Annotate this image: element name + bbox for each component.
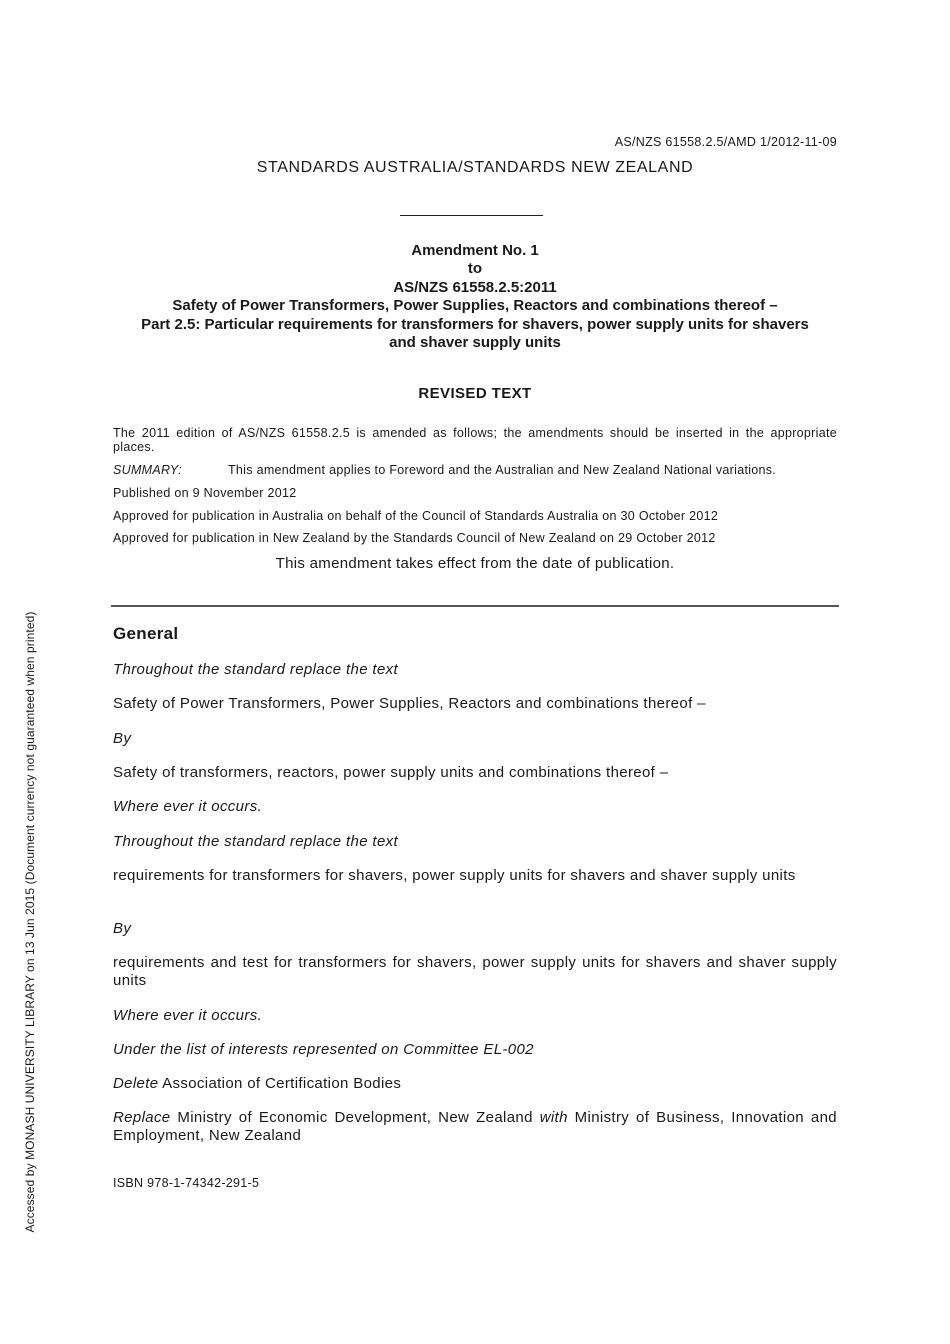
isbn: ISBN 978-1-74342-291-5	[113, 1176, 260, 1190]
delete-instruction	[113, 1075, 837, 1093]
organization-name: STANDARDS AUSTRALIA/STANDARDS NEW ZEALAND	[256, 159, 694, 176]
new-text-2: requirements and test for transformers for shavers, power supply units for shavers and shaver supply units	[113, 954, 837, 989]
approval-new-zealand: Approved for publication in New Zealand by the Standards Council of New Zealand on 29 October 2012	[113, 531, 716, 545]
general-heading: General	[113, 624, 179, 643]
title-line-to: to	[467, 260, 483, 278]
replace-label: Replace	[113, 1109, 171, 1126]
instruction-replace-1: Throughout the standard replace the text	[113, 661, 399, 678]
old-text-2: requirements for transformers for shavers, power supply units for shavers and shaver supply units	[113, 867, 796, 884]
title-line-amendment: Amendment No. 1	[411, 242, 539, 259]
delete-label: Delete	[113, 1075, 159, 1092]
delete-text: Association of Certification Bodies	[158, 1075, 402, 1092]
instruction-by-2: By	[113, 920, 132, 937]
title-line-safety: Safety of Power Transformers, Power Supplies, Reactors and combinations thereof –	[172, 297, 778, 315]
instruction-where-1: Where ever it occurs.	[113, 798, 263, 815]
intro-paragraph: The 2011 edition of AS/NZS 61558.2.5 is amended as follows; the amendments should be inserted in the appropriate places.	[113, 426, 837, 454]
replace-new-text: Ministry of Business, Innovation and Employment, New Zealand	[113, 1109, 837, 1144]
instruction-by-1: By	[113, 730, 132, 747]
section-divider	[111, 605, 839, 607]
instruction-where-2: Where ever it occurs.	[113, 1007, 263, 1024]
amendment-title	[100, 242, 850, 352]
access-side-note-text: Accessed by MONASH UNIVERSITY LIBRARY on 13 Jun 2015 (Document currency not guaranteed when printed)	[23, 611, 37, 1233]
published-date: Published on 9 November 2012	[113, 486, 297, 500]
title-line-part: Part 2.5: Particular requirements for transformers for shavers, power supply units for shavers	[141, 315, 809, 333]
instruction-replace-2: Throughout the standard replace the text	[113, 833, 399, 850]
document-reference: AS/NZS 61558.2.5/AMD 1/2012-11-09	[614, 135, 837, 149]
effect-statement: This amendment takes effect from the date of publication.	[275, 555, 675, 572]
summary-text: This amendment applies to Foreword and the Australian and New Zealand National variations.	[228, 463, 777, 477]
revised-text-heading: REVISED TEXT	[418, 385, 532, 402]
replace-old-text: Ministry of Economic Development, New Zealand	[170, 1109, 540, 1126]
title-line-standard: AS/NZS 61558.2.5:2011	[393, 278, 557, 296]
old-text-1: Safety of Power Transformers, Power Supplies, Reactors and combinations thereof –	[113, 695, 706, 712]
instruction-committee: Under the list of interests represented on Committee EL-002	[113, 1041, 534, 1058]
title-divider	[400, 215, 543, 216]
new-text-1: Safety of transformers, reactors, power supply units and combinations thereof –	[113, 764, 669, 781]
summary-line	[113, 463, 837, 477]
replace-instruction	[113, 1109, 837, 1145]
summary-label: SUMMARY:	[113, 463, 182, 477]
approval-australia: Approved for publication in Australia on behalf of the Council of Standards Australia on 30 October 2012	[113, 509, 719, 523]
with-label: with	[539, 1109, 568, 1126]
title-line-part-cont: and shaver supply units	[389, 334, 561, 352]
